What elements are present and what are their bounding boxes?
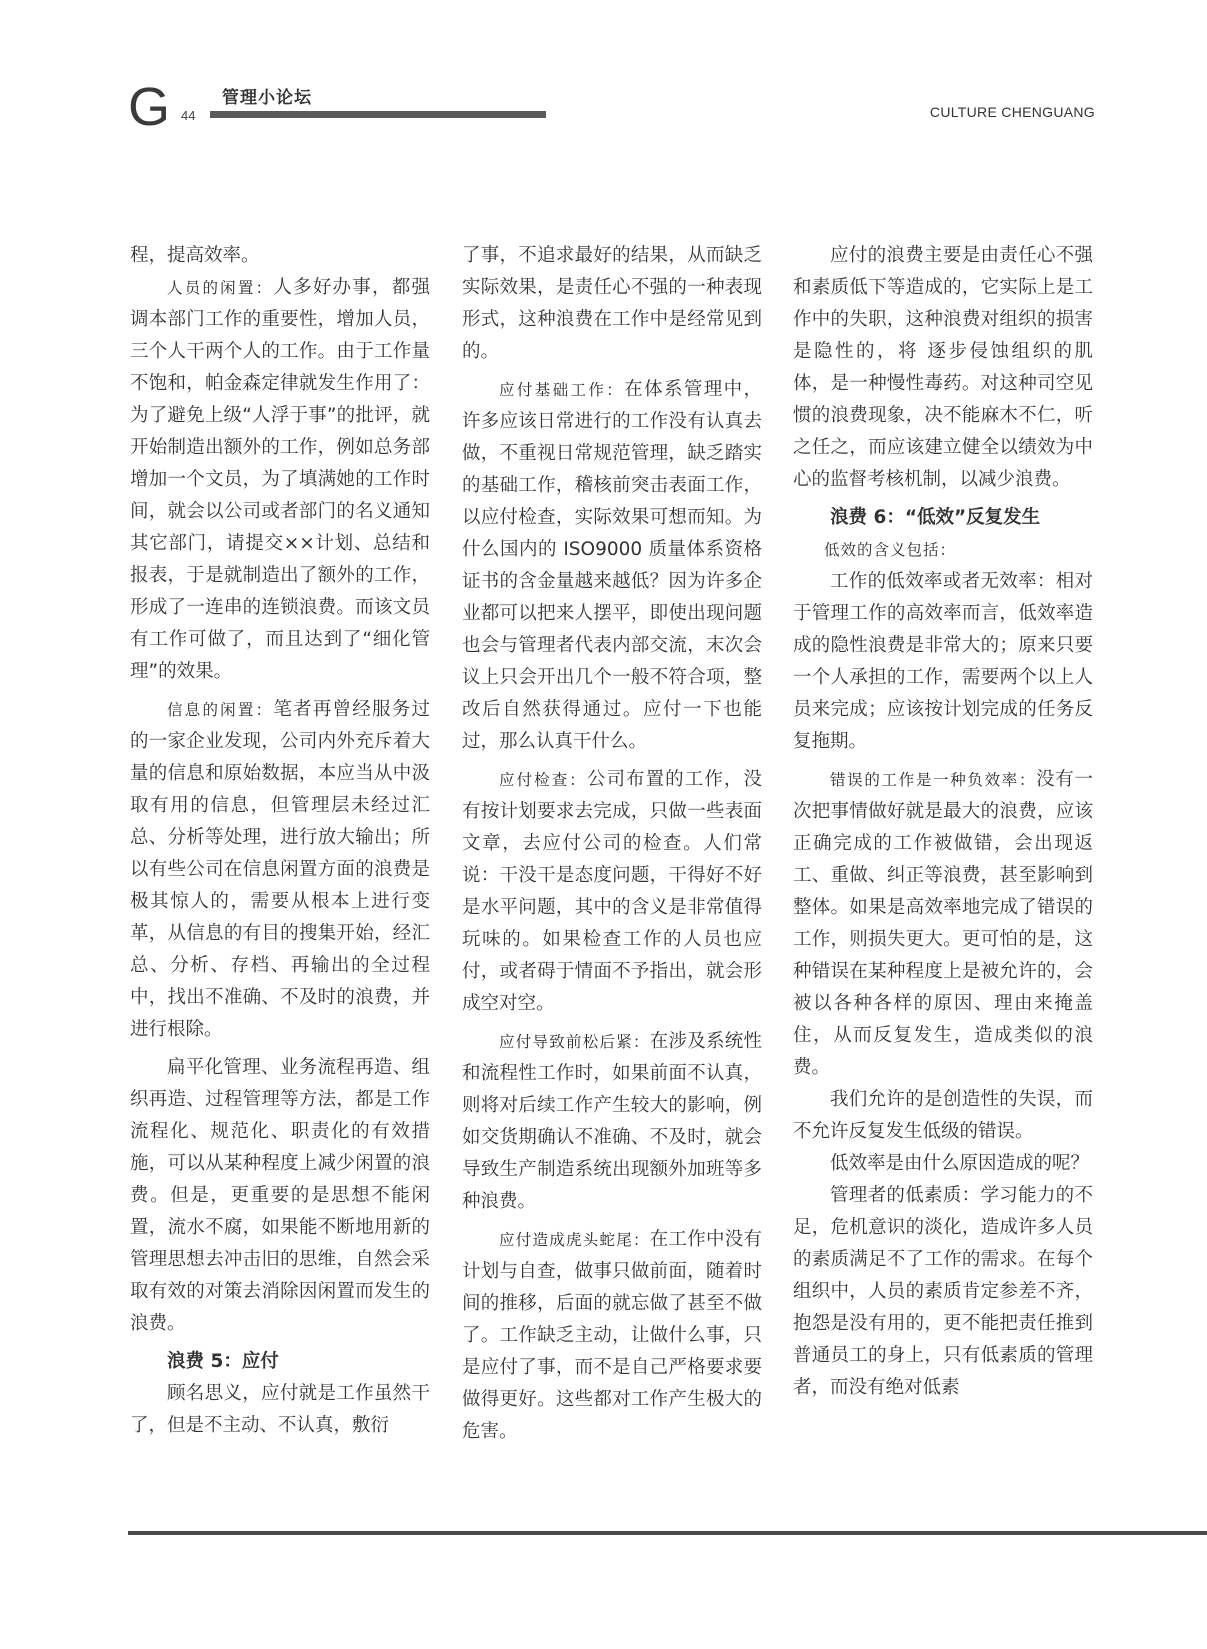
text-column-1 bbox=[130, 240, 430, 1442]
paragraph bbox=[130, 694, 430, 1046]
paragraph: 管理者的低素质：学习能力的不足，危机意识的淡化，造成许多人员的素质满足不了工作的需求。在每个组织中，人员的素质肯定参差不齐，抱怨是没有用的，更不能把责任推到普通员工的身上，只有低素质的管理者，而没有绝对低素 bbox=[793, 1185, 1093, 1398]
paragraph bbox=[130, 272, 430, 688]
paragraph-text: 在工作中没有计划与自查，做事只做前面，随着时间的推移，后面的就忘做了甚至不做了。工作缺乏主动，让做什么事，只是应付了事，而不是自己严格要求要做得更好。这些都对工作产生极大的危害。 bbox=[462, 1229, 762, 1442]
paragraph-lead: 错误的工作是一种负效率： bbox=[830, 771, 1037, 789]
paragraph-text: 在体系管理中，许多应该日常进行的工作没有认真去做，不重视日常规范管理，缺乏踏实的基础工作，稽核前突击表面工作，以应付检查，实际效果可想而知。为什么国内的 ISO9000 质量体系资格证书的含金量越来越低？因为许多企业都可以把来人摆平，即使出现问题也会与管理者代表内部交流，末次会议上只会开出几个一般不符合项，整改后自然获得通过。应付一下也能过，那么认真干什么。 bbox=[462, 379, 762, 752]
paragraph bbox=[462, 1026, 762, 1218]
paragraph-lead: 应付基础工作： bbox=[499, 381, 625, 399]
header-logo-letter: G bbox=[128, 77, 171, 137]
paragraph-lead: 信息的闲置： bbox=[167, 701, 274, 719]
magazine-name: CULTURE CHENGUANG bbox=[929, 104, 1095, 120]
paragraph bbox=[462, 1224, 762, 1448]
footer-rule bbox=[128, 1531, 1207, 1535]
section-title: 管理小论坛 bbox=[222, 88, 312, 108]
paragraph-text: 笔者再曾经服务过的一家企业发现，公司内外充斥着大量的信息和原始数据，本应当从中汲取有用的信息，但管理层未经过汇总、分析等处理，进行放大输出；所以有些公司在信息闲置方面的浪费是极其惊人的，需要从根本上进行变革，从信息的有目的搜集开始，经汇总、分析、存档、再输出的全过程中，找出不准确、不及时的浪费，并进行根除。 bbox=[130, 699, 430, 1040]
paragraph-lead: 应付检查： bbox=[499, 771, 587, 789]
header-rule bbox=[210, 111, 546, 118]
paragraph-text: 人多好办事，都强调本部门工作的重要性，增加人员，三个人干两个人的工作。由于工作量不饱和，帕金森定律就发生作用了：为了避免上级“人浮于事”的批评，就开始制造出额外的工作，例如总务部增加一个文员，为了填满她的工作时间，就会以公司或者部门的名义通知其它部门，请提交××计划、总结和报表，于是就制造出了额外的工作，形成了一连串的连锁浪费。而该文员有工作可做了，而且达到了“细化管理”的效果。 bbox=[130, 277, 430, 682]
paragraph-text: 在涉及系统性和流程性工作时，如果前面不认真，则将对后续工作产生较大的影响，例如交货期确认不准确、不及时，就会导致生产制造系统出现额外加班等多种浪费。 bbox=[462, 1031, 762, 1212]
paragraph-lead: 应付造成虎头蛇尾： bbox=[499, 1231, 650, 1249]
paragraph: 工作的低效率或者无效率：相对于管理工作的高效率而言，低效率造成的隐性浪费是非常大的；原来只要一个人承担的工作，需要两个以上人员来完成；应该按计划完成的任务反复拖期。 bbox=[793, 571, 1093, 752]
paragraph: 顾名思义，应付就是工作虽然干了，但是不主动、不认真，敷衍 bbox=[130, 1383, 430, 1436]
text-column-3 bbox=[793, 240, 1093, 1404]
paragraph bbox=[462, 764, 762, 1020]
text-column-2 bbox=[462, 240, 762, 1448]
paragraph: 应付的浪费主要是由责任心不强和素质低下等造成的，它实际上是工作中的失职，这种浪费对组织的损害是隐性的，将 逐步侵蚀组织的肌体，是一种慢性毒药。对这种司空见惯的浪费现象，决不能麻木不仁，听之任之，而应该建立健全以绩效为中心的监督考核机制，以减少浪费。 bbox=[793, 245, 1093, 490]
paragraph-text: 没有一次把事情做好就是最大的浪费，应该正确完成的工作被做错，会出现返工、重做、纠正等浪费，甚至影响到整体。如果是高效率地完成了错误的工作，则损失更大。更可怕的是，这种错误在某种程度上是被允许的，会被以各种各样的原因、理由来掩盖住，从而反复发生，造成类似的浪费。 bbox=[793, 769, 1093, 1078]
paragraph: 了事，不追求最好的结果，从而缺乏实际效果，是责任心不强的一种表现形式，这种浪费在工作中是经常见到的。 bbox=[462, 245, 762, 362]
page-number: 44 bbox=[181, 108, 196, 123]
paragraph bbox=[793, 764, 1093, 1084]
paragraph-lead: 应付导致前松后紧： bbox=[499, 1033, 650, 1051]
paragraph-text: 公司布置的工作，没有按计划要求去完成，只做一些表面文章，去应付公司的检查。人们常说：干没干是态度问题，干得好不好是水平问题，其中的含义是非常值得玩味的。如果检查工作的人员也应付，或者碍于情面不予指出，就会形成空对空。 bbox=[462, 769, 762, 1014]
paragraph: 低效率是由什么原因造成的呢？ bbox=[830, 1153, 1090, 1174]
paragraph: 程，提高效率。 bbox=[130, 245, 260, 266]
sub-heading: 低效的含义包括： bbox=[824, 541, 957, 559]
paragraph: 我们允许的是创造性的失误，而不允许反复发生低级的错误。 bbox=[793, 1089, 1093, 1142]
paragraph: 扁平化管理、业务流程再造、组织再造、过程管理等方法，都是工作流程化、规范化、职责化的有效措施，可以从某种程度上减少闲置的浪费。但是，更重要的是思想不能闲置，流水不腐，如果能不断地用新的管理思想去冲击旧的思维，自然会采取有效的对策去消除因闲置而发生的浪费。 bbox=[130, 1057, 430, 1334]
paragraph bbox=[462, 374, 762, 758]
section-heading: 浪费 5：应付 bbox=[167, 1351, 279, 1372]
paragraph-lead: 人员的闲置： bbox=[167, 279, 274, 297]
section-heading: 浪费 6：“低效”反复发生 bbox=[830, 507, 1041, 528]
